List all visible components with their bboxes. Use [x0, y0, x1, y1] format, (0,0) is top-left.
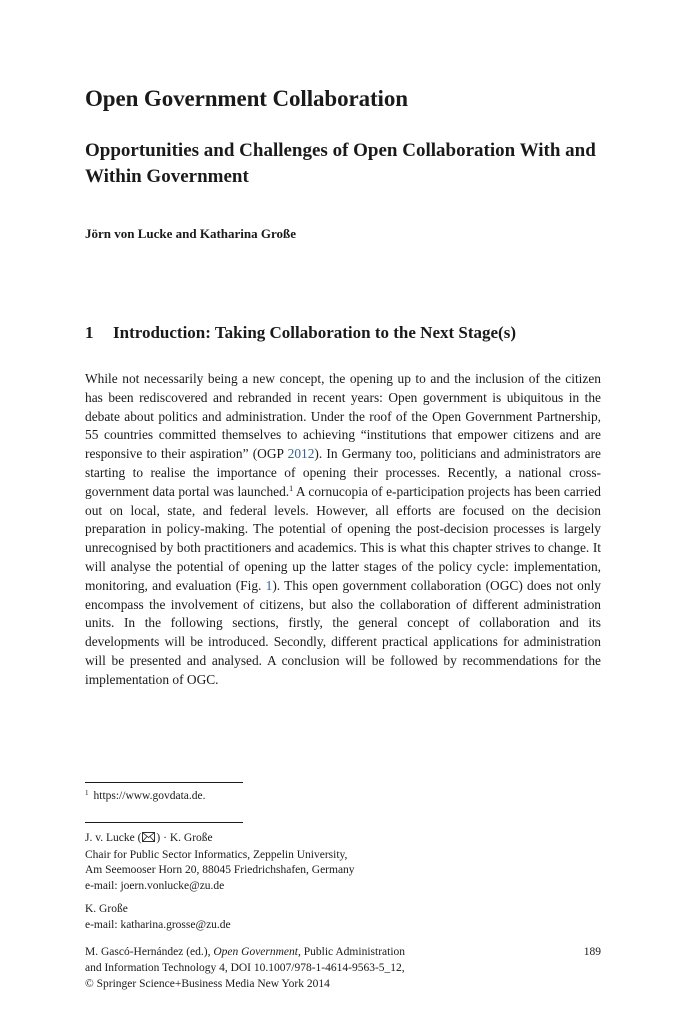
affiliation-author-2: ) · K. Große [156, 832, 213, 844]
footnote-url[interactable]: https://www.govdata.de. [93, 790, 206, 802]
section-heading [85, 323, 516, 343]
page-number: 189 [583, 946, 601, 958]
affiliation-institution: Chair for Public Sector Informatics, Zeppelin University, [85, 848, 348, 861]
citation-link-ogp-2012[interactable]: 2012 [287, 446, 315, 462]
affiliation-email-2[interactable]: e-mail: katharina.grosse@zu.de [85, 918, 231, 931]
citation-editor: M. Gascó-Hernández (ed.), [85, 946, 214, 958]
citation-line-2: and Information Technology 4, DOI 10.1007/978-1-4614-9563-5_12, [85, 962, 405, 974]
affiliation-address: Am Seemooser Horn 20, 88045 Friedrichshafen, Germany [85, 864, 355, 876]
affiliation-block-2 [85, 902, 231, 933]
figure-link-1[interactable]: 1 [265, 577, 273, 593]
citation-series: Public Administration [300, 946, 406, 958]
citation-line-3: © Springer Science+Business Media New York 2014 [85, 978, 330, 990]
chapter-subtitle: Opportunities and Challenges of Open Collaboration With and Within Government [85, 140, 596, 187]
body-text-part-4: ). This open government collaboration (OGC) does not only encompass the involvement of citizens, but also the collaboration of different administration units. In the following sections, firstly, the general concept of collaboration and its developments will be introduced. Secondly, different practical applications for administration will be presented and analysed. A conclusion will be followed by recommendations for the implementation of OGC. [85, 577, 601, 687]
body-paragraph [85, 370, 601, 690]
citation-line-1 [85, 944, 601, 960]
affiliation-divider [85, 822, 243, 823]
citation-book-title: Open Government, [213, 946, 301, 958]
body-text-part-2: ). In Germany too, politicians and administrators are starting to realise the importance of opening their processes. Recently, a national cross-government data portal was launched. [85, 446, 601, 499]
body-text-part-3: A cornucopia of e-participation projects has been carried out on local, state, and federal levels. However, all efforts are focused on the decision preparation in policy-making. The potential of opening the post-decision processes is largely unrecognised by both practitioners and academics. This is what this chapter strives to change. It will analyse the potential of opening up the latter stages of the policy cycle: implementation, monitoring, and evaluation (Fig. [85, 483, 601, 593]
footnote-divider [85, 782, 243, 783]
affiliation-email-1[interactable]: e-mail: joern.vonlucke@zu.de [85, 879, 225, 892]
affiliation-authors-line [85, 831, 355, 848]
affiliation-author-name: K. Große [85, 903, 128, 915]
footnote [85, 789, 206, 802]
footnote-marker[interactable]: 1 [289, 483, 294, 493]
section-title: Introduction: Taking Collaboration to the Next Stage(s) [113, 323, 516, 342]
affiliation-block-1 [85, 831, 355, 894]
chapter-title: Open Government Collaboration [85, 86, 408, 111]
affiliation-author-1: J. v. Lucke ( [85, 832, 142, 844]
section-number: 1 [85, 323, 94, 342]
footnote-number: 1 [85, 789, 89, 797]
body-text-part-1: While not necessarily being a new concept, the opening up to and the inclusion of the citizen has been rediscovered and rebranded in recent years: Open government is ubiquitous in the debate about politics and administration. Under the roof of the Open Government Partnership, 55 countries committed themselves to achieving “institutions that empower citizens and are responsive to their aspiration” (OGP [85, 371, 601, 462]
book-citation [85, 944, 601, 992]
chapter-authors: Jörn von Lucke and Katharina Große [85, 226, 297, 241]
envelope-icon[interactable] [142, 832, 155, 848]
